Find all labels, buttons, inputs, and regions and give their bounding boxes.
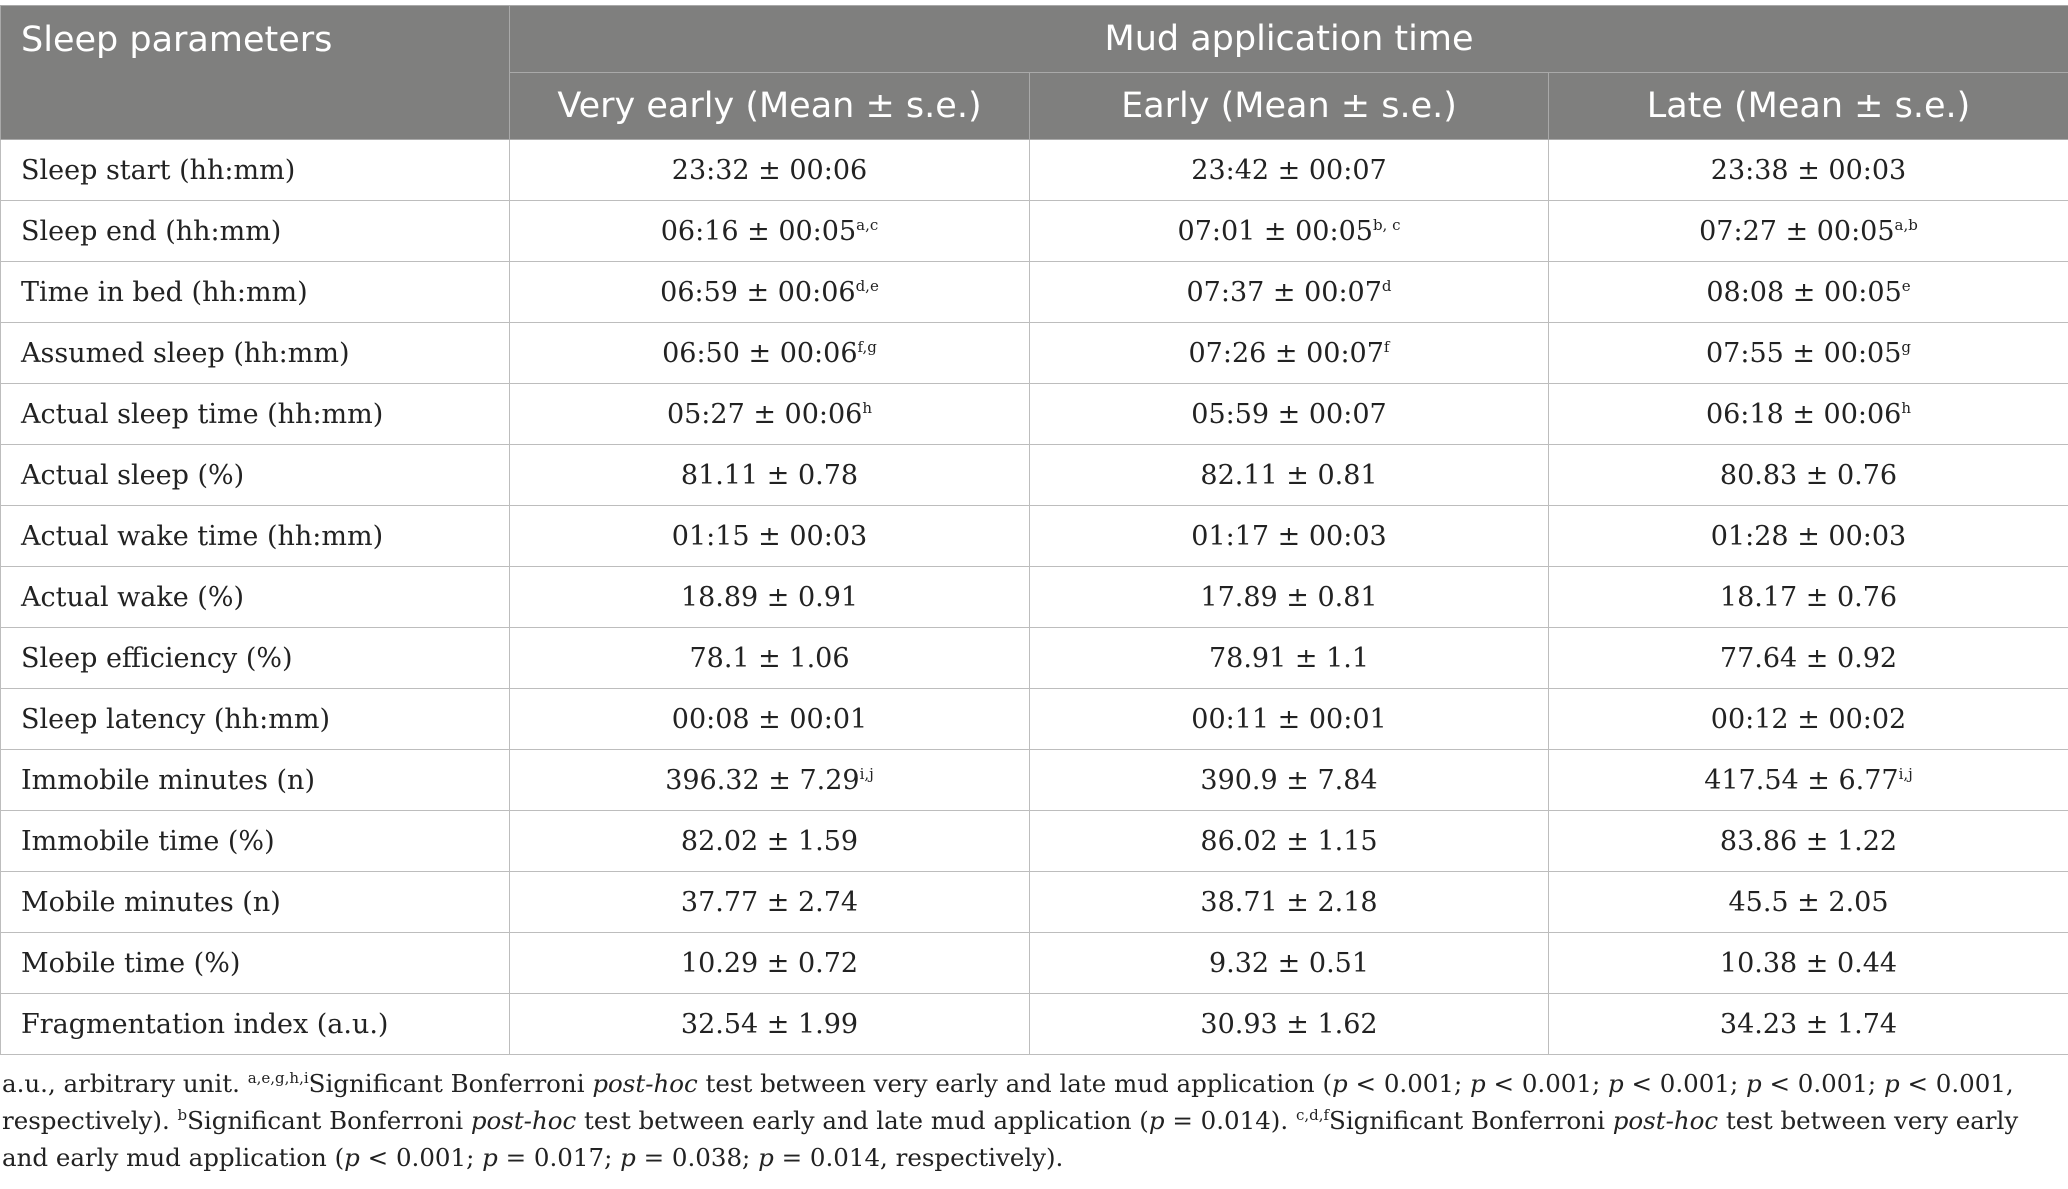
table-row [1, 262, 2068, 323]
cell-value: 86.02 ± 1.15 [1200, 825, 1378, 857]
table-row [1, 384, 2068, 445]
value-cell [510, 323, 1030, 384]
header-late: Late (Mean ± s.e.) [1549, 73, 2068, 140]
cell-value: 45.5 ± 2.05 [1728, 886, 1889, 918]
value-cell [1549, 628, 2068, 689]
cell-value: 37.77 ± 2.74 [680, 886, 859, 918]
value-cell [510, 201, 1030, 262]
value-cell [1549, 140, 2068, 201]
cell-value: 82.11 ± 0.81 [1200, 459, 1378, 491]
cell-value: 32.54 ± 1.99 [680, 1008, 859, 1040]
row-label: Actual wake (%) [1, 567, 510, 628]
cell-value: 17.89 ± 0.81 [1200, 581, 1378, 613]
value-cell [1030, 811, 1549, 872]
footnote-sup-1: a,e,g,h,i [247, 1068, 309, 1087]
table-row [1, 140, 2068, 201]
footnote-text-3b: test between very early and early mud application ( [2, 1106, 2019, 1172]
value-cell [1549, 262, 2068, 323]
value-cell [1030, 323, 1549, 384]
cell-value: 07:27 ± 00:05 [1699, 215, 1895, 247]
value-cell [510, 384, 1030, 445]
cell-value: 390.9 ± 7.84 [1200, 764, 1378, 796]
cell-superscript: a,b [1894, 215, 1918, 234]
cell-value: 10.29 ± 0.72 [680, 947, 859, 979]
table-row [1, 567, 2068, 628]
cell-value: 18.17 ± 0.76 [1719, 581, 1898, 613]
p-symbol: p [1148, 1106, 1165, 1135]
value-cell [510, 994, 1030, 1055]
value-cell [510, 750, 1030, 811]
footnote-text-1a: Significant Bonferroni [308, 1069, 593, 1098]
value-cell [1030, 872, 1549, 933]
p-symbol: p [344, 1143, 360, 1172]
cell-superscript: i,j [1898, 764, 1913, 783]
table-row [1, 628, 2068, 689]
p-symbol: p [758, 1143, 774, 1172]
sleep-parameters-table [0, 5, 2068, 1055]
row-label: Sleep end (hh:mm) [1, 201, 510, 262]
cell-value: 23:42 ± 00:07 [1191, 154, 1387, 186]
footnote-italic-3: post-hoc [1612, 1106, 1719, 1135]
cell-value: 77.64 ± 0.92 [1719, 642, 1898, 674]
value-cell [1030, 262, 1549, 323]
row-label: Sleep efficiency (%) [1, 628, 510, 689]
table-row [1, 506, 2068, 567]
table-row [1, 445, 2068, 506]
cell-superscript: f [1383, 337, 1390, 356]
cell-superscript: b, c [1372, 215, 1401, 234]
table-row [1, 323, 2068, 384]
footnote-sup-2: b [177, 1105, 188, 1124]
cell-value: 23:32 ± 00:06 [671, 154, 868, 186]
table-row [1, 689, 2068, 750]
value-cell [1549, 445, 2068, 506]
header-early: Early (Mean ± s.e.) [1030, 73, 1549, 140]
value-cell [1549, 811, 2068, 872]
header-very-early: Very early (Mean ± s.e.) [510, 73, 1030, 140]
footnote-text-3a: Significant Bonferroni [1329, 1106, 1613, 1135]
value-cell [1030, 140, 1549, 201]
footnote-text-2b: test between early and late mud application ( [576, 1106, 1149, 1135]
cell-value: 83.86 ± 1.22 [1719, 825, 1898, 857]
table-header [1, 6, 2068, 140]
row-label: Sleep start (hh:mm) [1, 140, 510, 201]
cell-value: 9.32 ± 0.51 [1208, 947, 1370, 979]
value-cell [510, 933, 1030, 994]
value-cell [510, 262, 1030, 323]
cell-value: 10.38 ± 0.44 [1719, 947, 1898, 979]
value-cell [510, 872, 1030, 933]
cell-value: 08:08 ± 00:05 [1706, 276, 1902, 308]
cell-value: 81.11 ± 0.78 [680, 459, 859, 491]
cell-value: 00:11 ± 00:01 [1191, 703, 1387, 735]
cell-value: 78.91 ± 1.1 [1208, 642, 1370, 674]
value-cell [510, 140, 1030, 201]
cell-superscript: h [1901, 398, 1912, 417]
row-label: Time in bed (hh:mm) [1, 262, 510, 323]
table-row [1, 811, 2068, 872]
footnote-stats-3: p < 0.001; p = 0.017; p = 0.038; p = 0.014, respectively). [344, 1143, 1064, 1172]
row-label: Fragmentation index (a.u.) [1, 994, 510, 1055]
cell-superscript: i,j [859, 764, 874, 783]
footnote-text-2a: Significant Bonferroni [187, 1106, 471, 1135]
footnote-sup-3: c,d,f [1295, 1105, 1330, 1124]
cell-value: 06:50 ± 00:06 [662, 337, 858, 369]
cell-value: 18.89 ± 0.91 [680, 581, 859, 613]
row-label: Immobile minutes (n) [1, 750, 510, 811]
value-cell [1549, 750, 2068, 811]
cell-value: 30.93 ± 1.62 [1200, 1008, 1378, 1040]
footnote-italic-2: post-hoc [470, 1106, 577, 1135]
cell-value: 01:28 ± 00:03 [1710, 520, 1907, 552]
cell-value: 07:26 ± 00:07 [1188, 337, 1384, 369]
row-label: Actual sleep time (hh:mm) [1, 384, 510, 445]
cell-superscript: a,c [856, 215, 879, 234]
row-label: Mobile minutes (n) [1, 872, 510, 933]
p-symbol: p [1332, 1069, 1348, 1098]
value-cell [1549, 933, 2068, 994]
table-row [1, 933, 2068, 994]
value-cell [1549, 872, 2068, 933]
cell-superscript: g [1901, 337, 1912, 356]
value-cell [1030, 689, 1549, 750]
cell-value: 34.23 ± 1.74 [1719, 1008, 1898, 1040]
cell-superscript: e [1901, 276, 1911, 295]
cell-superscript: h [862, 398, 873, 417]
row-label: Actual wake time (hh:mm) [1, 506, 510, 567]
cell-value: 07:37 ± 00:07 [1186, 276, 1382, 308]
value-cell [1030, 628, 1549, 689]
value-cell [1030, 201, 1549, 262]
row-label: Immobile time (%) [1, 811, 510, 872]
value-cell [510, 567, 1030, 628]
value-cell [510, 689, 1030, 750]
table-row [1, 994, 2068, 1055]
p-symbol: p [1746, 1069, 1762, 1098]
value-cell [1549, 567, 2068, 628]
cell-value: 80.83 ± 0.76 [1719, 459, 1898, 491]
value-cell [1030, 384, 1549, 445]
cell-value: 05:59 ± 00:07 [1191, 398, 1387, 430]
value-cell [1549, 384, 2068, 445]
p-symbol: p [1608, 1069, 1624, 1098]
value-cell [1030, 567, 1549, 628]
p-symbol: p [1470, 1069, 1486, 1098]
value-cell [1549, 506, 2068, 567]
value-cell [1030, 933, 1549, 994]
footnote-abbrev: a.u., arbitrary unit. [2, 1069, 248, 1098]
cell-value: 05:27 ± 00:06 [666, 398, 863, 430]
row-label: Assumed sleep (hh:mm) [1, 323, 510, 384]
cell-value: 00:12 ± 00:02 [1710, 703, 1907, 735]
value-cell [510, 445, 1030, 506]
cell-value: 06:18 ± 00:06 [1705, 398, 1902, 430]
value-cell [510, 628, 1030, 689]
cell-superscript: d [1381, 276, 1392, 295]
footnote-text-1b: test between very early and late mud application ( [697, 1069, 1333, 1098]
cell-value: 396.32 ± 7.29 [665, 764, 860, 796]
footnote-italic-1: post-hoc [592, 1069, 698, 1098]
table-row [1, 201, 2068, 262]
value-cell [1549, 323, 2068, 384]
table-footnote [0, 1055, 2068, 1176]
value-cell [1030, 445, 1549, 506]
value-cell [1549, 994, 2068, 1055]
footnote-stats-1: p < 0.001; p < 0.001; p < 0.001; p < 0.001; p < 0.001, respectively). [2, 1069, 2014, 1135]
cell-value: 38.71 ± 2.18 [1200, 886, 1378, 918]
row-label: Actual sleep (%) [1, 445, 510, 506]
row-label: Mobile time (%) [1, 933, 510, 994]
cell-value: 417.54 ± 6.77 [1704, 764, 1899, 796]
p-symbol: p [1883, 1069, 1900, 1098]
table-row [1, 872, 2068, 933]
header-mud-application-time: Mud application time [510, 6, 2068, 73]
table-row [1, 750, 2068, 811]
cell-value: 01:17 ± 00:03 [1191, 520, 1387, 552]
cell-value: 00:08 ± 00:01 [671, 703, 868, 735]
cell-superscript: d,e [855, 276, 879, 295]
cell-value: 78.1 ± 1.06 [689, 642, 850, 674]
value-cell [1030, 750, 1549, 811]
cell-value: 23:38 ± 00:03 [1710, 154, 1907, 186]
cell-value: 06:59 ± 00:06 [660, 276, 856, 308]
value-cell [1549, 689, 2068, 750]
value-cell [1030, 994, 1549, 1055]
cell-value: 82.02 ± 1.59 [680, 825, 859, 857]
cell-value: 01:15 ± 00:03 [671, 520, 868, 552]
value-cell [1030, 506, 1549, 567]
results-table-container [0, 5, 2068, 1176]
row-label: Sleep latency (hh:mm) [1, 689, 510, 750]
value-cell [510, 506, 1030, 567]
cell-superscript: f,g [857, 337, 877, 356]
table-body [1, 140, 2068, 1055]
p-symbol: p [620, 1143, 636, 1172]
cell-value: 06:16 ± 00:05 [660, 215, 857, 247]
header-sleep-parameters: Sleep parameters [1, 6, 510, 140]
cell-value: 07:01 ± 00:05 [1177, 215, 1373, 247]
cell-value: 07:55 ± 00:05 [1705, 337, 1902, 369]
value-cell [510, 811, 1030, 872]
footnote-stats-2: p = 0.014). [1148, 1106, 1296, 1135]
value-cell [1549, 201, 2068, 262]
p-symbol: p [482, 1143, 498, 1172]
